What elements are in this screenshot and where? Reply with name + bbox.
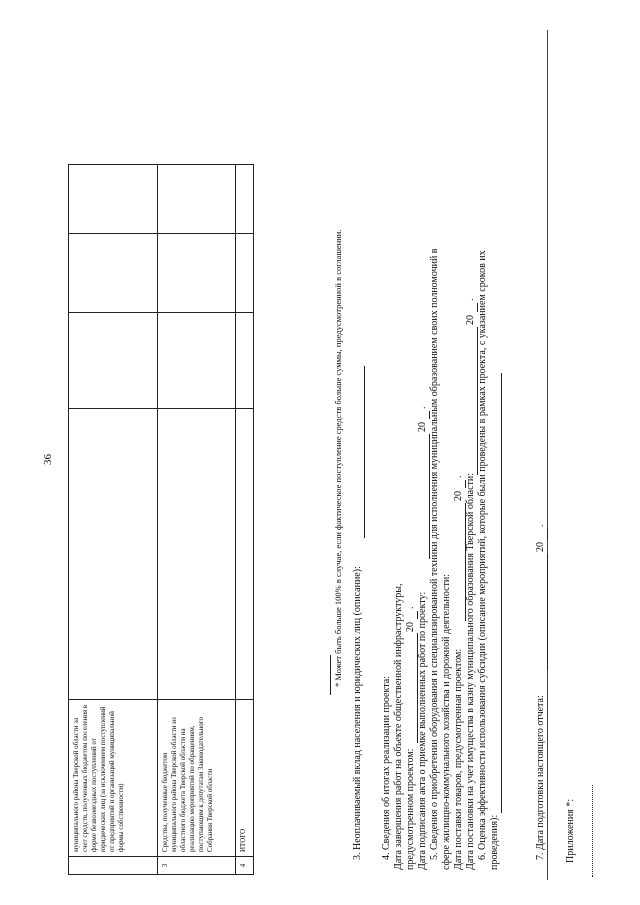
empty-cell [69,234,158,313]
empty-cell [158,409,236,700]
line-end: . [465,298,476,301]
row-description: муниципального района Тверской области за счет средств, полученных бюджетом поселения в форме безвозмездных поступлений от юридических лиц (за исключением поступлений от предприятий и организаций муниципальной формы собственности) [69,700,158,857]
section4-line1: Дата завершения работ на объекте общественной инфраструктуры, [393,583,404,870]
empty-cell [69,165,158,234]
empty-cell [69,313,158,409]
footnote: * Может быть больше 100% в случае, если фактическое поступление средств больше суммы, предусмотренной в соглашении. [333,229,343,687]
section5-line2: сфере жилищно-коммунального хозяйства и дорожной деятельности: [441,573,452,870]
year-prefix: 20 [453,491,464,501]
section5-line3-label: Дата поставки товаров, предусмотренная проектом: [453,648,464,870]
section4-line3-label: Дата подписания акта о приемке выполненных работ по проекту: [417,591,428,870]
empty-cell [236,409,254,700]
attachments-label: Приложения *: [565,798,576,863]
empty-cell [236,313,254,409]
line-end: . [453,475,464,478]
table-row-total [236,165,254,875]
empty-cell [236,165,254,234]
section3-label: 3. Неоплачиваемый вклад населения и юридических лиц (описание): [352,566,363,860]
line-end: . [535,524,546,527]
table-row [69,165,158,875]
section6-line2: проведения): [489,814,500,870]
empty-cell [236,234,254,313]
fill-line [547,554,548,670]
year-prefix: 20 [465,315,476,325]
section5-line1: 5. Сведения о приобретении оборудования и специализированной техники для исполнения муниципальным образованием своих полномочий в [429,248,440,860]
empty-cell [158,313,236,409]
section7-label: 7. Дата подготовки настоящего отчета: [535,695,546,860]
section4-heading: 4. Сведения об итогах реализации проекта: [381,676,392,860]
section4-line2-label: предусмотренном проектом: [405,748,416,870]
footnote-separator [330,655,331,695]
dotted-fill-line [592,785,593,877]
empty-cell [158,234,236,313]
line-end: . [417,406,428,409]
section5-line4-label: Дата постановки на учет имущества в казну муниципального образования Тверской области: [465,472,476,870]
year-prefix: 20 [535,542,546,552]
row-description: Средства, полученные бюджетом муниципального района Тверской области из областного бюджета Тверской области на реализацию мероприятий по обращениям, поступающим к депутатам Законодательного Собрания Тверской области [158,700,236,857]
funding-table [68,164,254,875]
year-prefix: 20 [417,422,428,432]
year-prefix: 20 [405,622,416,632]
row-number: 3 [158,857,236,875]
fill-line [547,529,548,539]
fill-line [501,373,502,813]
row-description: ИТОГО [236,700,254,857]
empty-cell [69,409,158,700]
page-number: 36 [42,454,54,465]
fill-line [364,366,365,538]
section6-line1: 6. Оценка эффективности использования субсидии (описание мероприятий, которые были проведены в рамках проекта, с указанием сроков их [477,250,488,860]
empty-cell [158,165,236,234]
row-number [69,857,158,875]
line-end: . [405,606,416,609]
table-row [158,165,236,875]
section-divider [547,30,548,880]
row-number: 4 [236,857,254,875]
